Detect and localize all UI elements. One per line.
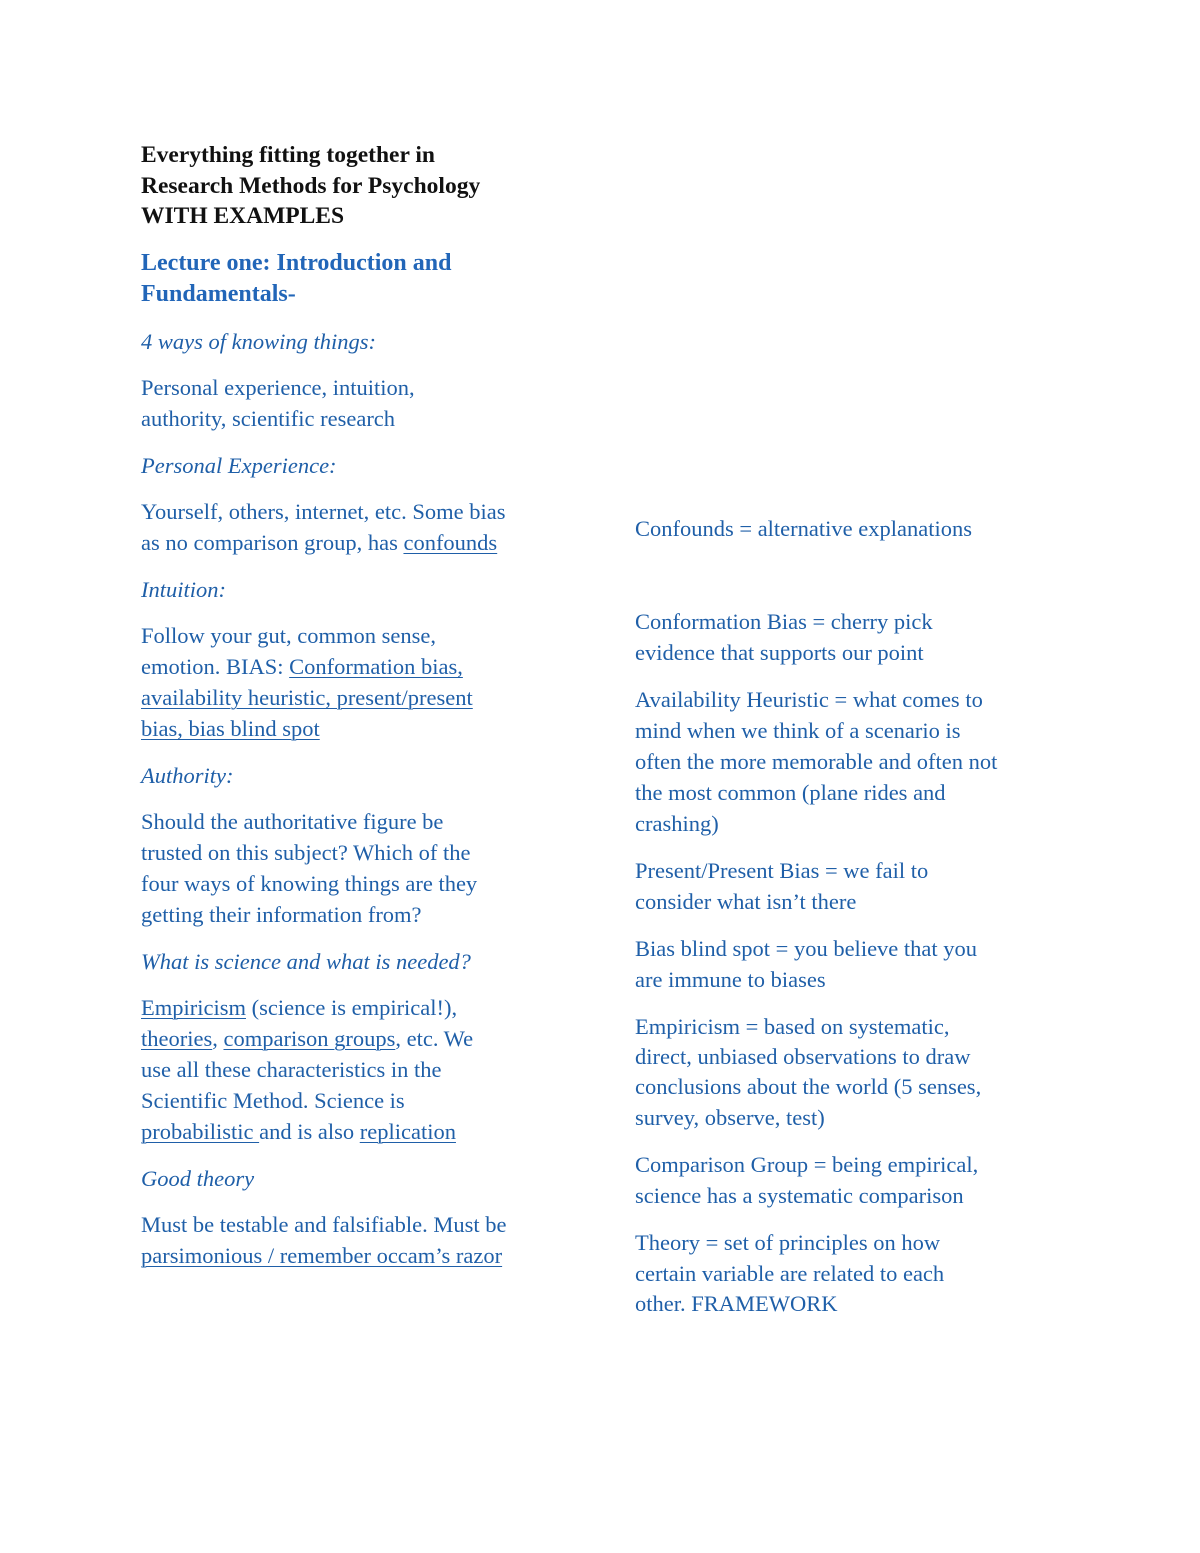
- good-theory-body-line-1: Must be testable and falsifiable. Must be: [141, 1212, 507, 1237]
- lecture-heading-line-2: Fundamentals-: [141, 281, 296, 307]
- availability-definition-line-2: mind when we think of a scenario is: [635, 718, 961, 743]
- science-text: (science is empirical!),: [246, 995, 458, 1020]
- availability-definition-line-5: crashing): [635, 811, 719, 836]
- science-text: ,: [212, 1026, 224, 1051]
- science-text: and is also: [259, 1119, 360, 1144]
- conformation-definition-line-2: evidence that supports our point: [635, 640, 924, 665]
- theory-definition-line-2: certain variable are related to each: [635, 1261, 945, 1286]
- science-body-line-1: [141, 992, 457, 1023]
- ways-body-line-2: authority, scientific research: [141, 406, 396, 431]
- science-body-line-2: [141, 1023, 473, 1054]
- intuition-heading: Intuition:: [141, 577, 226, 602]
- science-body-line-5: [141, 1116, 456, 1147]
- replication-link[interactable]: replication: [359, 1119, 456, 1144]
- empiricism-definition-line-3: conclusions about the world (5 senses,: [635, 1074, 982, 1099]
- good-theory-heading: Good theory: [141, 1166, 255, 1191]
- document-title-line-1: Everything fitting together in: [141, 142, 435, 168]
- conformation-definition-line-1: Conformation Bias = cherry pick: [635, 609, 933, 634]
- theory-definition-line-1: Theory = set of principles on how: [635, 1230, 941, 1255]
- authority-body-line-4: getting their information from?: [141, 902, 422, 927]
- theory-definition-line-3: other. FRAMEWORK: [635, 1291, 838, 1316]
- science-body-line-4: Scientific Method. Science is: [141, 1088, 405, 1113]
- conformation-bias-link[interactable]: Conformation bias,: [289, 654, 463, 679]
- personal-body-line-1: Yourself, others, internet, etc. Some bias: [141, 499, 506, 524]
- parsimonious-link[interactable]: parsimonious / remember occam’s razor: [141, 1243, 503, 1268]
- empiricism-link[interactable]: Empiricism: [141, 995, 246, 1020]
- probabilistic-link[interactable]: probabilistic: [141, 1119, 260, 1144]
- present-bias-definition-line-1: Present/Present Bias = we fail to: [635, 858, 929, 883]
- lecture-heading-line-1: Lecture one: Introduction and: [141, 250, 452, 276]
- availability-definition-line-4: the most common (plane rides and: [635, 780, 946, 805]
- availability-definition-line-1: Availability Heuristic = what comes to: [635, 687, 983, 712]
- science-text: , etc. We: [395, 1026, 474, 1051]
- document-title-line-3: WITH EXAMPLES: [141, 203, 345, 229]
- blind-spot-definition-line-1: Bias blind spot = you believe that you: [635, 936, 978, 961]
- availability-definition-line-3: often the more memorable and often not: [635, 749, 998, 774]
- personal-body-line-2: [141, 527, 497, 558]
- comparison-definition-line-2: science has a systematic comparison: [635, 1183, 964, 1208]
- empiricism-definition-line-1: Empiricism = based on systematic,: [635, 1014, 950, 1039]
- empiricism-definition-line-4: survey, observe, test): [635, 1105, 825, 1130]
- personal-body-text: as no comparison group, has: [141, 530, 404, 555]
- availability-heuristic-link[interactable]: availability heuristic, present/present: [141, 685, 473, 710]
- comparison-groups-link[interactable]: comparison groups: [223, 1026, 396, 1051]
- authority-body-line-2: trusted on this subject? Which of the: [141, 840, 471, 865]
- confounds-link[interactable]: confounds: [403, 530, 498, 555]
- theories-link[interactable]: theories: [141, 1026, 213, 1051]
- authority-heading: Authority:: [141, 763, 234, 788]
- personal-experience-heading: Personal Experience:: [141, 453, 337, 478]
- ways-body-line-1: Personal experience, intuition,: [141, 375, 415, 400]
- authority-body-line-3: four ways of knowing things are they: [141, 871, 478, 896]
- document-title-line-2: Research Methods for Psychology: [141, 173, 481, 199]
- confounds-definition: Confounds = alternative explanations: [635, 516, 972, 541]
- science-body-line-3: use all these characteristics in the: [141, 1057, 442, 1082]
- empiricism-definition-line-2: direct, unbiased observations to draw: [635, 1044, 971, 1069]
- comparison-definition-line-1: Comparison Group = being empirical,: [635, 1152, 979, 1177]
- intuition-body-line-1: Follow your gut, common sense,: [141, 623, 436, 648]
- ways-heading: 4 ways of knowing things:: [141, 329, 376, 354]
- science-heading: What is science and what is needed?: [141, 949, 471, 974]
- bias-blind-spot-link[interactable]: bias, bias blind spot: [141, 716, 320, 741]
- present-bias-definition-line-2: consider what isn’t there: [635, 889, 857, 914]
- authority-body-line-1: Should the authoritative figure be: [141, 809, 444, 834]
- intuition-body-line-2: [141, 651, 463, 682]
- intuition-body-text: emotion. BIAS:: [141, 654, 290, 679]
- blind-spot-definition-line-2: are immune to biases: [635, 967, 826, 992]
